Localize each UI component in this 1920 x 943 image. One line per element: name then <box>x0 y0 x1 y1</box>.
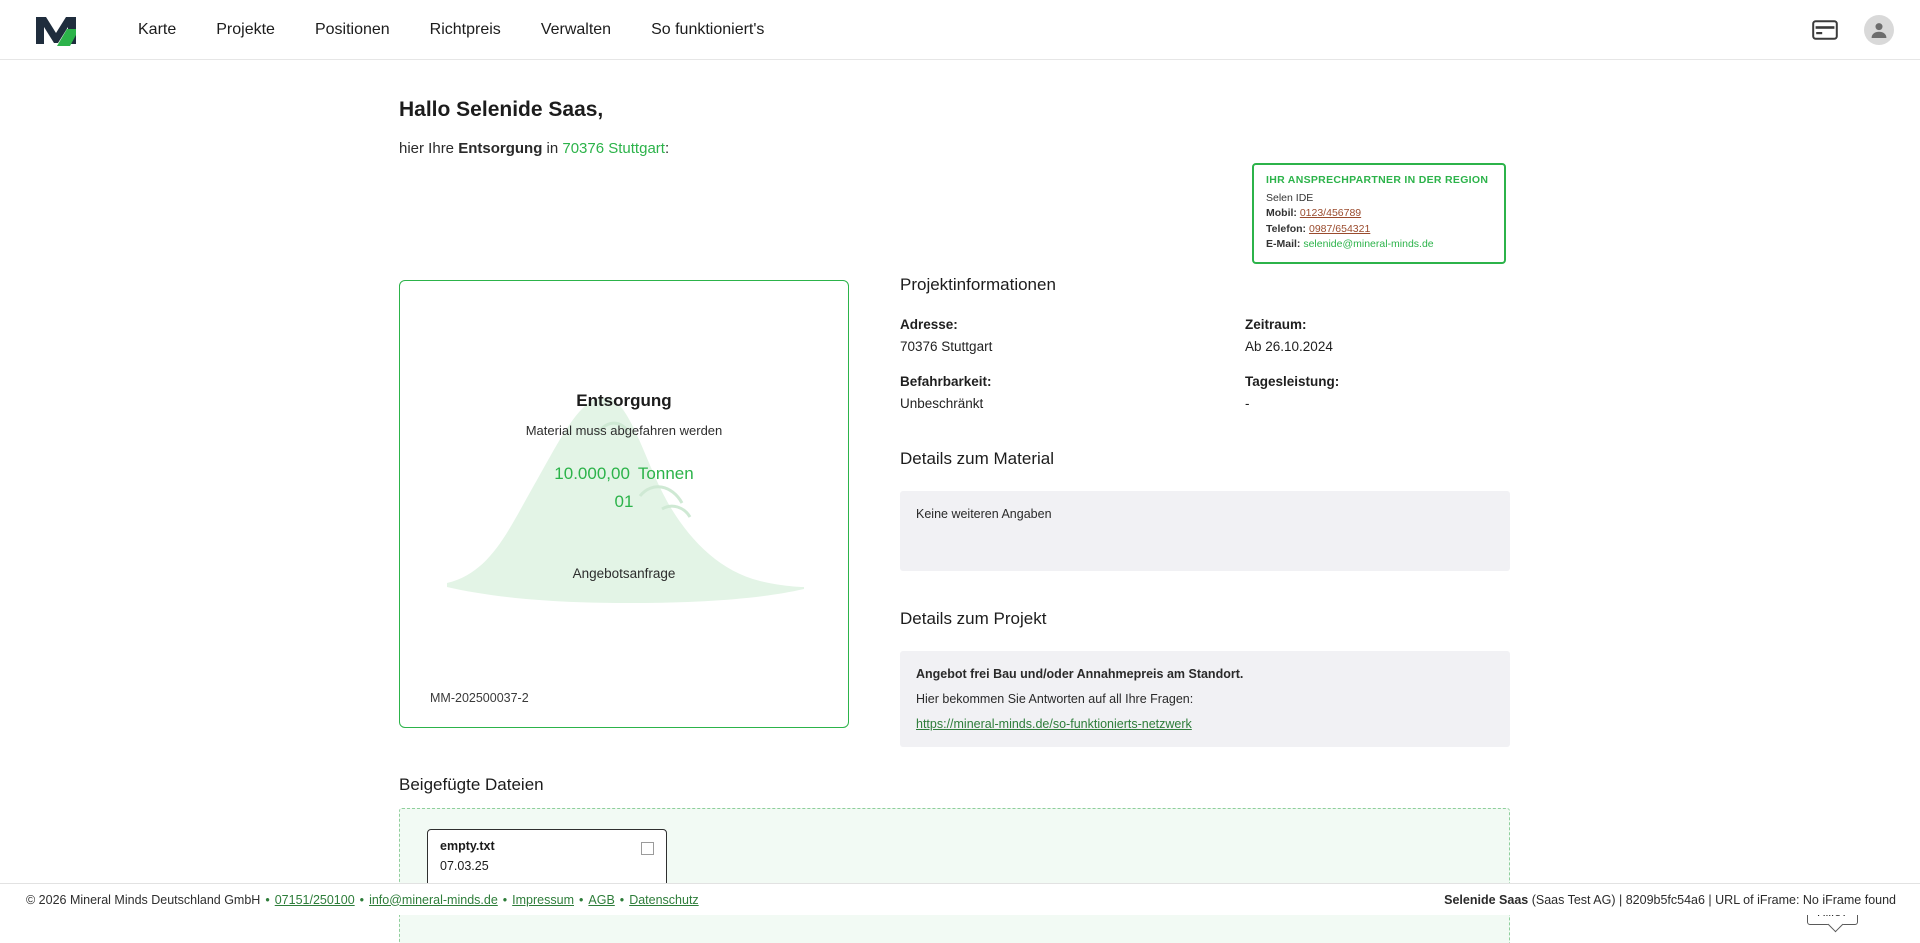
contact-box-title: IHR ANSPRECHPARTNER IN DER REGION <box>1266 174 1489 186</box>
nav-item-richtpreis[interactable]: Richtpreis <box>429 20 501 38</box>
top-navigation-bar <box>0 0 1920 60</box>
attachments-dropzone[interactable] <box>399 808 1510 943</box>
nav-item-karte[interactable]: Karte <box>138 20 177 38</box>
subline-pre: hier Ihre <box>399 140 459 157</box>
nav-item-projekte[interactable]: Projekte <box>216 20 275 38</box>
footer-sep-1: • <box>265 892 270 907</box>
credit-card-icon[interactable] <box>1808 13 1842 47</box>
footer-phone-link[interactable]: 07151/250100 <box>274 892 355 907</box>
card-index: 01 <box>614 492 634 511</box>
footer-privacy-link[interactable]: Datenschutz <box>629 892 699 907</box>
card-request-type: Angebotsanfrage <box>572 566 676 581</box>
footer-sep-2: • <box>359 892 365 907</box>
daily-label: Tagesleistung: <box>1245 374 1340 389</box>
project-details-heading: Details zum Projekt <box>900 609 1047 628</box>
regional-contact-box <box>1252 163 1506 264</box>
spacer-2 <box>900 571 1510 609</box>
footer-sep-5: • <box>619 892 625 907</box>
greeting-subline <box>399 140 959 157</box>
subline-type: Entsorgung <box>458 140 543 157</box>
mineral-minds-logo[interactable] <box>34 13 78 47</box>
address-label: Adresse: <box>900 317 958 332</box>
user-avatar-icon[interactable] <box>1864 15 1894 45</box>
card-amount-value: 10.000,00 <box>554 464 630 483</box>
project-info-heading: Projektinformationen <box>900 275 1056 294</box>
card-project-number: MM-202500037-2 <box>430 691 529 705</box>
project-info-daily <box>1245 374 1510 411</box>
greeting-block <box>399 98 959 157</box>
footer-agb-link[interactable]: AGB <box>588 892 615 907</box>
footer-user-name: Selenide Saas <box>1444 892 1529 907</box>
daily-value: - <box>1245 396 1250 411</box>
footer-session-info <box>1444 893 1896 907</box>
contact-mobile-row <box>1266 206 1494 221</box>
card-center-text <box>400 391 848 581</box>
position-card[interactable] <box>399 280 849 728</box>
subline-place: 70376 Stuttgart <box>562 140 665 157</box>
page-title: Hallo Selenide Saas, <box>399 98 604 121</box>
project-details-link[interactable]: https://mineral-minds.de/so-funktionierts-netzwerk <box>916 717 1192 731</box>
footer-session-rest: (Saas Test AG) | 8209b5fc54a6 | URL of iFrame: No iFrame found <box>1528 892 1896 907</box>
address-value: 70376 Stuttgart <box>900 339 993 354</box>
file-date: 07.03.25 <box>440 859 489 873</box>
subline-post: : <box>664 140 670 157</box>
nav-item-verwalten[interactable]: Verwalten <box>540 20 612 38</box>
contact-name: Selen IDE <box>1266 192 1314 205</box>
card-title: Entsorgung <box>576 391 672 410</box>
project-info-period <box>1245 317 1510 354</box>
contact-phone-link[interactable]: 0987/654321 <box>1308 222 1371 235</box>
contact-email-row <box>1266 237 1494 252</box>
footer-sep-4: • <box>579 892 584 907</box>
footer-email-link[interactable]: info@mineral-minds.de <box>369 892 498 907</box>
project-info-address <box>900 317 1245 354</box>
card-amount <box>400 464 848 484</box>
card-subtitle: Material muss abgefahren werden <box>525 423 723 438</box>
period-label: Zeitraum: <box>1245 317 1307 332</box>
project-info-access <box>900 374 1245 411</box>
project-info-grid <box>900 317 1510 411</box>
file-name: empty.txt <box>440 839 495 853</box>
contact-mobile-link[interactable]: 0123/456789 <box>1299 207 1362 220</box>
access-value: Unbeschränkt <box>900 396 984 411</box>
card-amount-unit: Tonnen <box>637 464 694 483</box>
contact-email-label: E-Mail: <box>1266 237 1301 250</box>
access-label: Befahrbarkeit: <box>900 374 992 389</box>
top-bar-actions <box>1808 13 1894 47</box>
footer-sep-3: • <box>502 892 508 907</box>
attachments-heading: Beigefügte Dateien <box>399 775 544 794</box>
file-select-checkbox[interactable] <box>641 842 654 855</box>
main-nav <box>118 13 784 47</box>
project-details-line2: Hier bekommen Sie Antworten auf all Ihre Fragen: <box>916 692 1194 706</box>
contact-phone-label: Telefon: <box>1266 222 1307 235</box>
contact-mobile-label: Mobil: <box>1266 207 1297 220</box>
contact-email-link[interactable]: selenide@mineral-minds.de <box>1303 237 1434 250</box>
right-column <box>900 275 1510 747</box>
nav-item-positionen[interactable]: Positionen <box>314 20 390 38</box>
contact-phone-row <box>1266 222 1494 237</box>
material-details-text: Keine weiteren Angaben <box>916 507 1052 521</box>
material-details-heading: Details zum Material <box>900 449 1054 468</box>
footer-copyright: © 2026 Mineral Minds Deutschland GmbH <box>26 892 261 907</box>
project-details-strong: Angebot frei Bau und/oder Annahmepreis am Standort. <box>916 667 1244 681</box>
list-item[interactable] <box>427 829 667 887</box>
spacer-1 <box>900 411 1510 449</box>
period-value: Ab 26.10.2024 <box>1245 339 1333 354</box>
material-details-panel <box>900 491 1510 571</box>
page-footer <box>0 883 1920 915</box>
subline-mid: in <box>542 140 563 157</box>
page-body <box>0 60 1920 915</box>
nav-item-so-funktionierts[interactable]: So funktioniert's <box>651 20 765 38</box>
project-details-panel <box>900 651 1510 747</box>
footer-imprint-link[interactable]: Impressum <box>512 892 574 907</box>
